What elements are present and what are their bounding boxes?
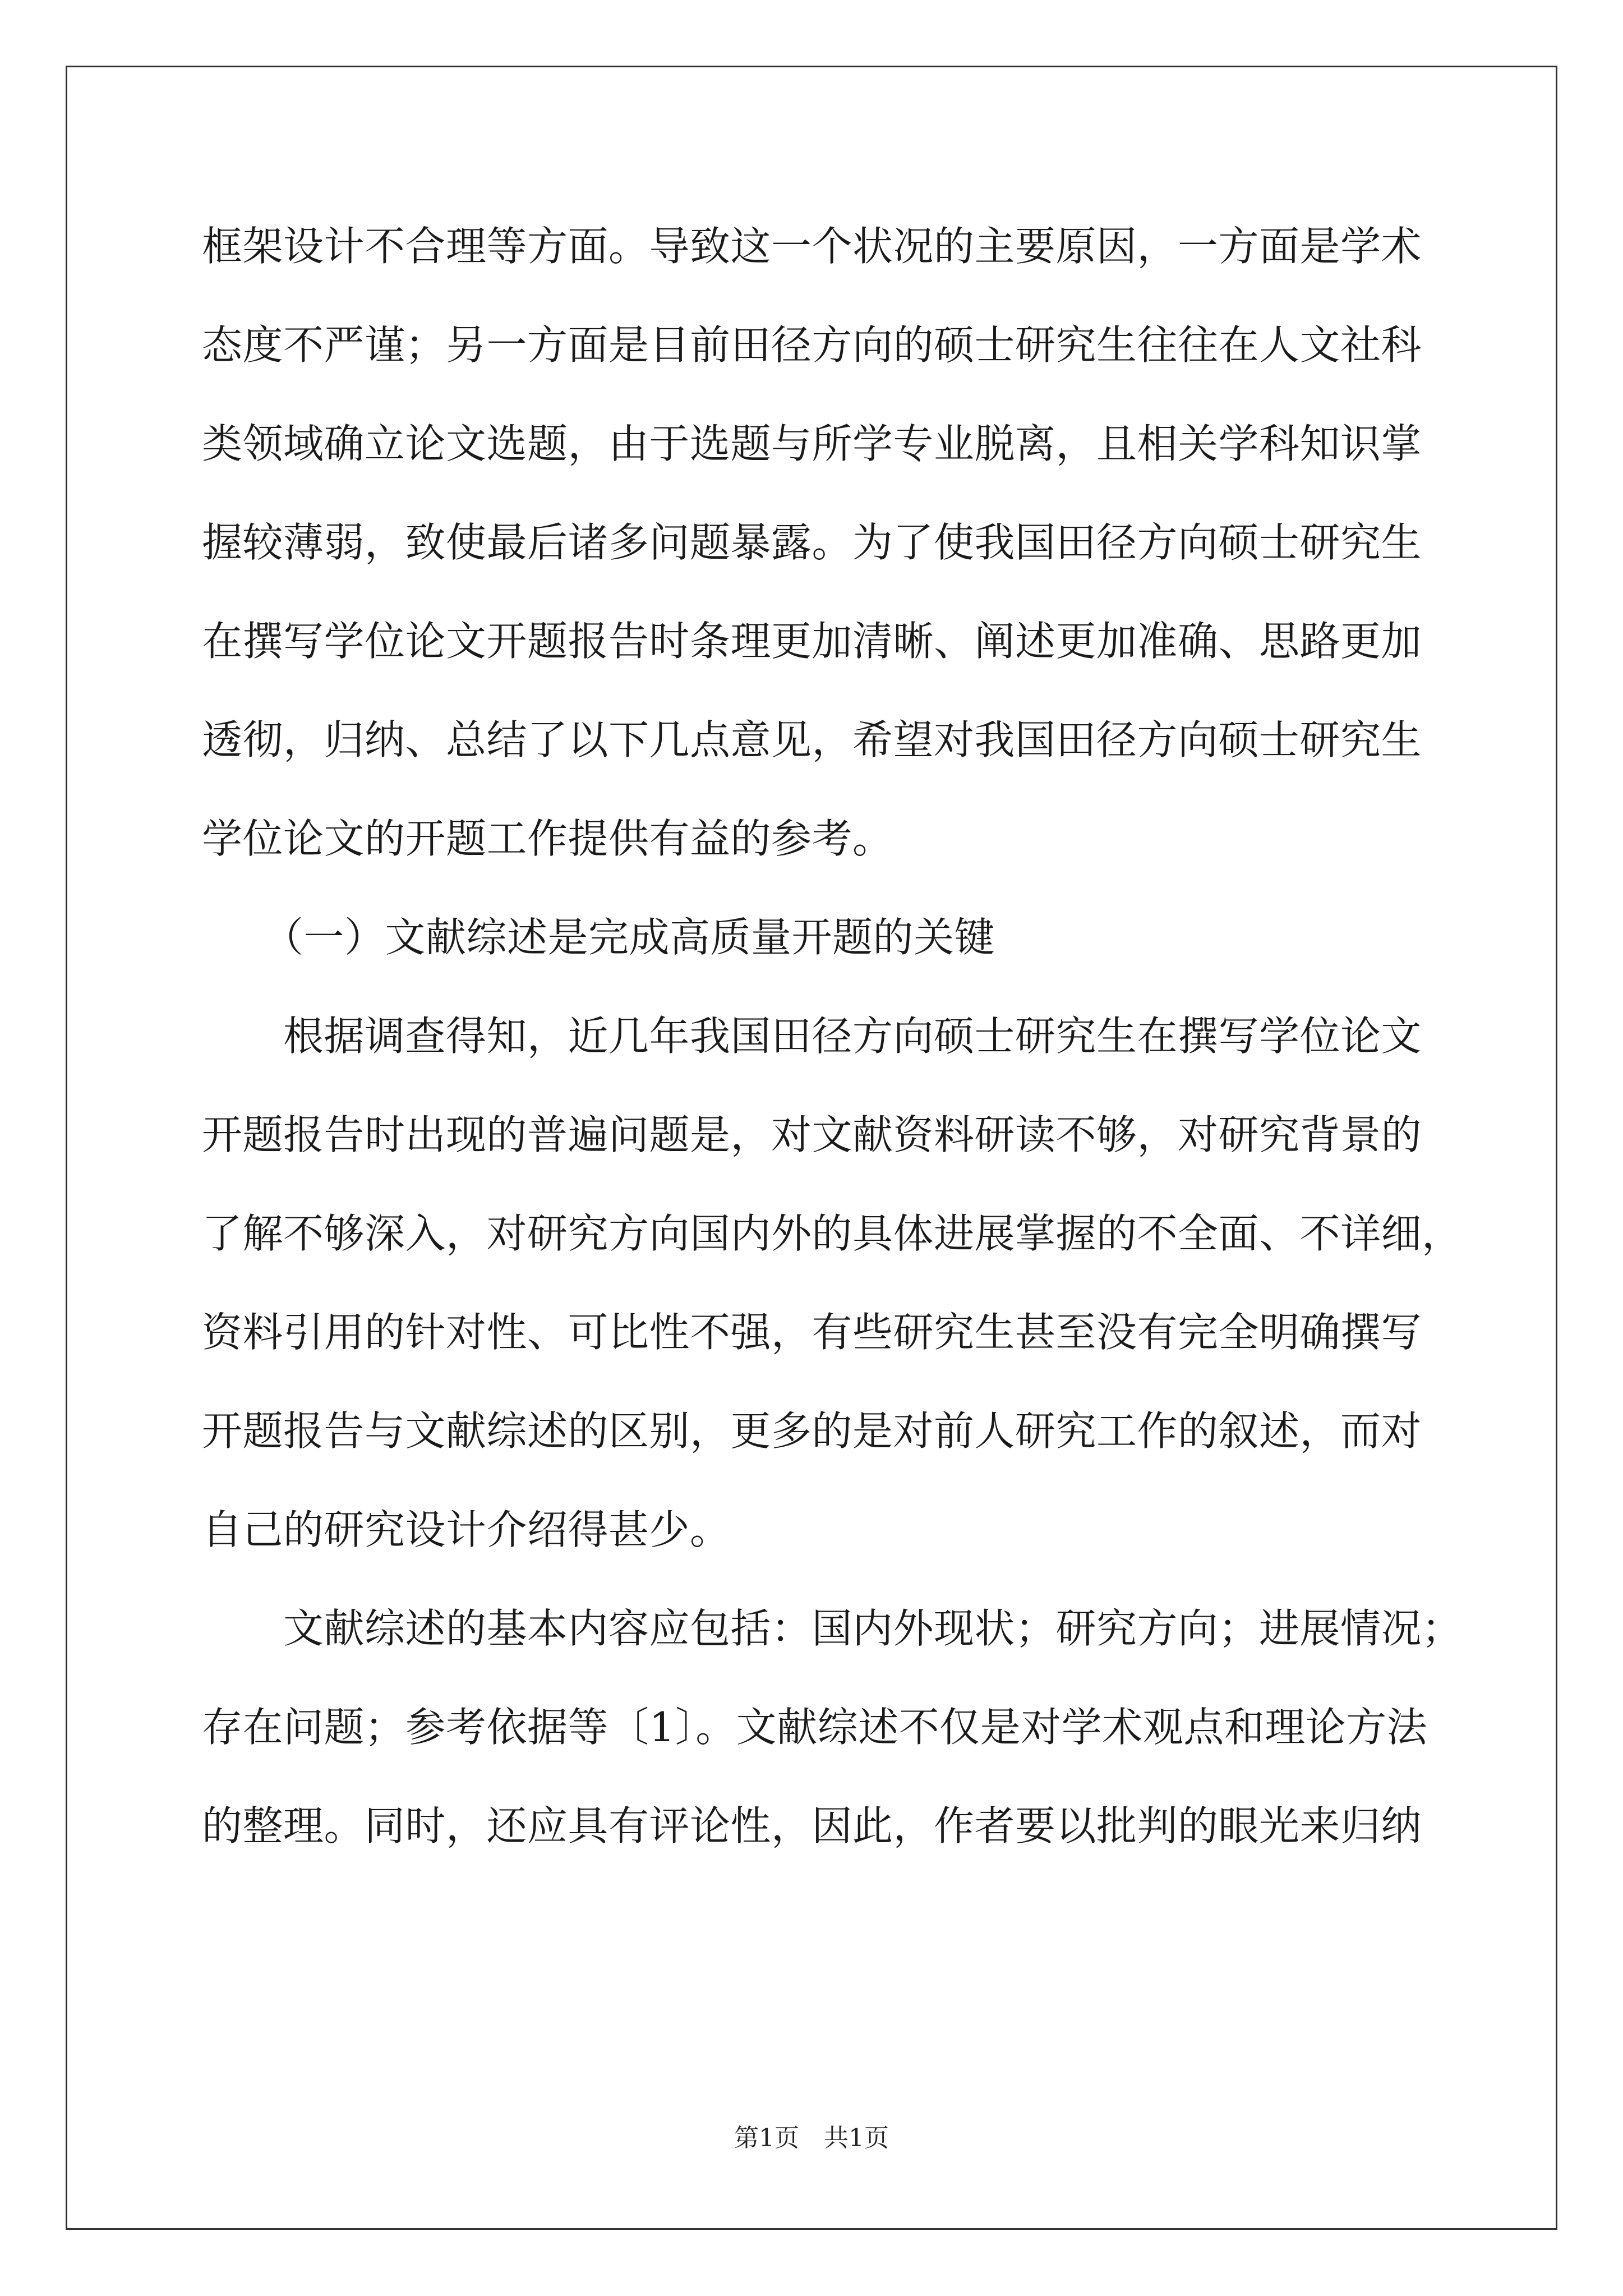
text-line: 资料引用的针对性、可比性不强，有些研究生甚至没有完全明确撰写 [202, 1309, 1422, 1356]
page-footer: 第1页 共1页 [734, 2124, 889, 2152]
text-line: 学位论文的开题工作提供有益的参考。 [202, 815, 893, 862]
text-line: 文献综述的基本内容应包括：国内外现状；研究方向；进展情况； [202, 1605, 1463, 1652]
text-line: 存在问题；参考依据等〔1〕。文献综述不仅是对学术观点和理论方法 [202, 1704, 1428, 1751]
text-line: 开题报告与文献综述的区别，更多的是对前人研究工作的叙述，而对 [202, 1407, 1422, 1455]
text-line: 透彻，归纳、总结了以下几点意见，希望对我国田径方向硕士研究生 [202, 716, 1422, 763]
section-heading: （一）文献综述是完成高质量开题的关键 [202, 914, 995, 961]
text-line: 的整理。同时，还应具有评论性，因此，作者要以批判的眼光来归纳 [202, 1802, 1422, 1849]
document-body [202, 213, 1464, 1892]
text-line: 类领域确立论文选题，由于选题与所学专业脱离，且相关学科知识掌 [202, 420, 1422, 467]
text-line: 态度不严谨；另一方面是目前田径方向的硕士研究生往往在人文社科 [202, 321, 1422, 369]
text-line: 了解不够深入，对研究方向国内外的具体进展掌握的不全面、不详细， [202, 1210, 1463, 1257]
text-line: 在撰写学位论文开题报告时条理更加清晰、阐述更加准确、思路更加 [202, 618, 1422, 665]
text-line: 框架设计不合理等方面。导致这一个状况的主要原因，一方面是学术 [202, 223, 1422, 270]
text-line: 自己的研究设计介绍得甚少。 [202, 1506, 731, 1553]
text-line: 根据调查得知，近几年我国田径方向硕士研究生在撰写学位论文 [202, 1013, 1422, 1060]
text-line: 开题报告时出现的普遍问题是，对文献资料研读不够，对研究背景的 [202, 1111, 1422, 1158]
text-line: 握较薄弱，致使最后诸多问题暴露。为了使我国田径方向硕士研究生 [202, 519, 1422, 566]
